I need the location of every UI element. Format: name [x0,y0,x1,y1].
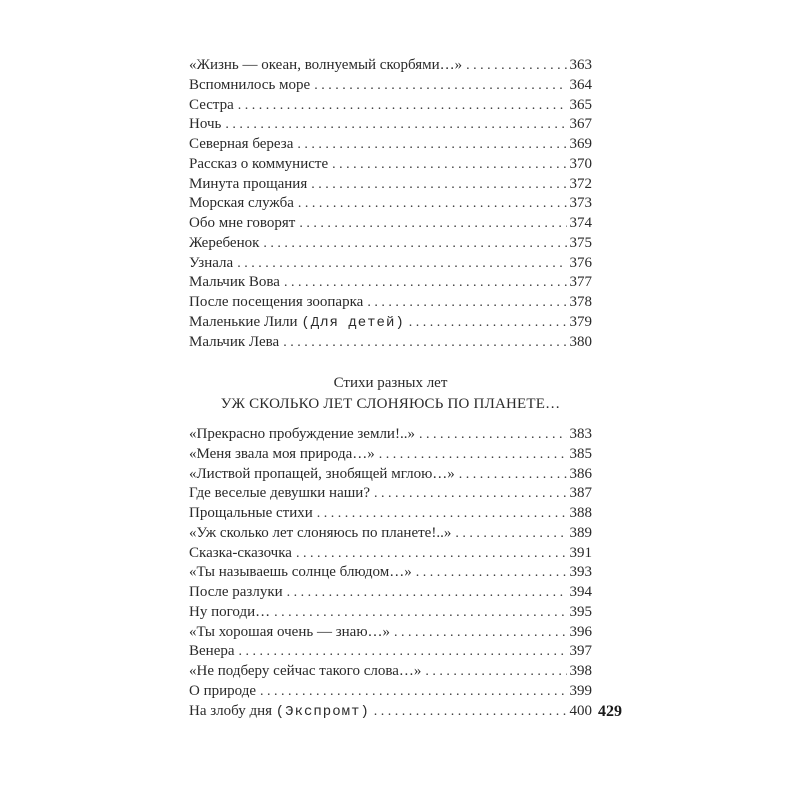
toc-entry-title-text: После посещения зоопарка [189,294,364,310]
toc-entry [189,563,592,583]
dot-leader [367,293,566,313]
toc-entry-title-text: Ну погоди… [189,603,271,620]
toc-entry-title [189,333,283,353]
toc-entry-page: 375 [569,234,592,251]
toc-entry-title [189,273,284,293]
toc-entry-title [189,56,466,76]
toc-entry-page: 398 [569,663,592,679]
toc-entry-title [189,484,374,504]
toc-entry-page: 373 [569,195,592,212]
dot-leader [225,115,566,135]
toc-entry-page: 385 [569,445,592,462]
toc-entry-title [189,682,260,702]
toc-entry-title-text: Узнала [189,254,234,271]
toc-entry-title [189,563,416,583]
toc-entry [189,313,592,333]
toc-entry-title-text: «Прекрасно пробуждение земли!..» [189,426,415,442]
dot-leader [332,155,566,175]
dot-leader [311,175,566,195]
toc-entry-title-text: О природе [189,682,256,699]
dot-leader [394,623,566,643]
toc-entry-title-text: Мальчик Вова [189,274,280,291]
toc-entry [189,273,592,293]
toc-entry-title-text: Обо мне говорят [189,215,296,231]
toc-entry-title-text: Северная береза [189,136,294,152]
toc-entry-page: 364 [569,76,592,93]
dot-leader [459,465,567,485]
toc-entry-page: 369 [569,136,592,152]
dot-leader [466,56,566,76]
toc-entry-title-text: Маленькие Лили [189,313,298,330]
toc-entry-title [189,702,374,723]
toc-entry-title [189,135,297,155]
toc-entry [189,333,592,353]
dot-leader [419,425,567,445]
toc-entry-title-text: Рассказ о коммунисте [189,155,329,172]
toc-entry-page: 393 [569,564,592,581]
toc-entry-page: 378 [569,294,592,310]
dot-leader [455,524,566,544]
toc-entry [189,194,592,214]
section-subheading: УЖ СКОЛЬКО ЛЕТ СЛОНЯЮСЬ ПО ПЛАНЕТЕ… [220,396,561,412]
toc-entry-page: 389 [569,524,592,541]
toc-entry-title [189,524,455,544]
toc-entry-page: 387 [569,485,592,502]
toc-entry-title-text: Ночь [189,116,222,133]
toc-entry-title [189,234,263,254]
toc-entry [189,445,592,465]
toc-entry-title-text: Сестра [189,96,234,113]
section-heading: Стихи разных лет [333,375,448,391]
toc-entry-title [189,603,274,623]
dot-leader [238,96,567,116]
toc-entry [189,623,592,643]
toc-entry [189,254,592,274]
toc-entry-title-text: Вспомнилось море [189,76,311,93]
dot-leader [374,702,567,722]
toc-entry-title [189,214,299,234]
toc-entry [189,583,592,603]
toc-entry-title [189,623,394,643]
dot-leader [299,214,566,234]
dot-leader [260,682,567,702]
dot-leader [274,603,566,623]
toc-entry-title [189,293,367,313]
page-number: 429 [598,703,622,720]
toc-entry-page: 400 [569,702,592,719]
toc-entry-page: 383 [569,426,592,442]
toc-entry [189,702,592,722]
toc-entry-page: 363 [569,57,592,73]
dot-leader [317,504,567,524]
toc-entry-title [189,254,237,274]
dot-leader [237,254,566,274]
toc-entry [189,603,592,623]
toc-entry [189,544,592,564]
toc-entry-page: 372 [569,175,592,192]
toc-entry-title-text: «Листвой пропащей, знобящей мглою…» [189,465,455,482]
toc-entry-page: 377 [569,274,592,291]
toc-entry-title [189,445,379,465]
toc-entry-page: 367 [569,116,592,133]
dot-leader [416,563,567,583]
toc-entry-title-text: На злобу дня [189,702,273,719]
toc-entry-page: 391 [569,544,592,561]
toc-entry-page: 365 [569,96,592,113]
dot-leader [283,333,566,353]
toc-entry-title-text: Морская служба [189,195,294,212]
dot-leader [287,583,567,603]
toc-entry-title-text: Где веселые девушки наши? [189,485,370,502]
toc-entry-title-text: Прощальные стихи [189,505,313,521]
toc-entry-title-text: Венера [189,643,235,660]
toc-entry-title-text: «Жизнь — океан, волнуемый скорбями…» [189,57,463,73]
toc-entry-title-text: «Ты хорошая очень — знаю…» [189,623,391,640]
toc-entry-page: 397 [569,643,592,660]
toc-entry-title [189,175,311,195]
toc-entry-title [189,504,317,524]
toc-entry [189,465,592,485]
toc-entry-title-text: После разлуки [189,584,283,600]
dot-leader [263,234,566,254]
toc-entry-note: (Экспромт) [275,703,370,720]
dot-leader [239,642,567,662]
toc-entry-title-text: Мальчик Лева [189,333,280,350]
toc-entry-note: (Для детей) [301,314,405,331]
toc-entry-page: 388 [569,505,592,521]
toc-entry-title [189,662,425,682]
toc-entry-title [189,425,419,445]
toc-entry [189,115,592,135]
toc-entry-title [189,583,287,603]
toc-entry-page: 370 [569,155,592,172]
toc-entry-page: 379 [569,313,592,330]
toc-entry-title-text: Жеребенок [189,234,260,251]
toc-entry-page: 396 [569,623,592,640]
toc-entry [189,425,592,445]
toc-entry [189,484,592,504]
toc-entry [189,524,592,544]
toc-entry [189,642,592,662]
toc-entry-title-text: Минута прощания [189,175,308,192]
toc-entry-title-text: «Меня звала моя природа…» [189,445,375,462]
toc-entry-title [189,96,238,116]
dot-leader [297,135,566,155]
toc-entry-title-text: «Ты называешь солнце блюдом…» [189,564,412,581]
toc-entry [189,96,592,116]
toc-entry-title [189,313,409,334]
toc-entry [189,234,592,254]
dot-leader [425,662,566,682]
toc-entry-title [189,194,298,214]
toc-entry-page: 380 [569,333,592,350]
toc-entry [189,175,592,195]
dot-leader [379,445,567,465]
toc-entry-title-text: «Не подберу сейчас такого слова…» [189,663,422,679]
dot-leader [298,194,567,214]
dot-leader [314,76,566,96]
toc-entry-page: 386 [569,465,592,482]
toc-entry [189,56,592,76]
toc-entry-title [189,642,239,662]
dot-leader [374,484,567,504]
dot-leader [296,544,567,564]
toc-section-2 [189,425,592,721]
toc-entry-title-text: Сказка-сказочка [189,544,292,561]
toc-entry [189,504,592,524]
toc-entry [189,293,592,313]
dot-leader [409,313,567,333]
toc-entry [189,155,592,175]
toc-entry-title [189,76,314,96]
toc-entry-page: 399 [569,682,592,699]
toc-entry-title [189,544,296,564]
toc-entry-page: 395 [569,603,592,620]
toc-entry-page: 376 [569,254,592,271]
toc-entry-page: 374 [569,215,592,231]
toc-entry-title-text: «Уж сколько лет слоняюсь по планете!..» [189,524,452,541]
toc-entry-page: 394 [569,584,592,600]
toc-entry-title [189,155,332,175]
toc-entry-title [189,115,225,135]
toc-entry [189,135,592,155]
toc-entry [189,76,592,96]
toc-entry-title [189,465,459,485]
toc-entry [189,214,592,234]
dot-leader [284,273,567,293]
toc-section-1 [189,56,592,352]
toc-entry [189,682,592,702]
toc-entry [189,662,592,682]
